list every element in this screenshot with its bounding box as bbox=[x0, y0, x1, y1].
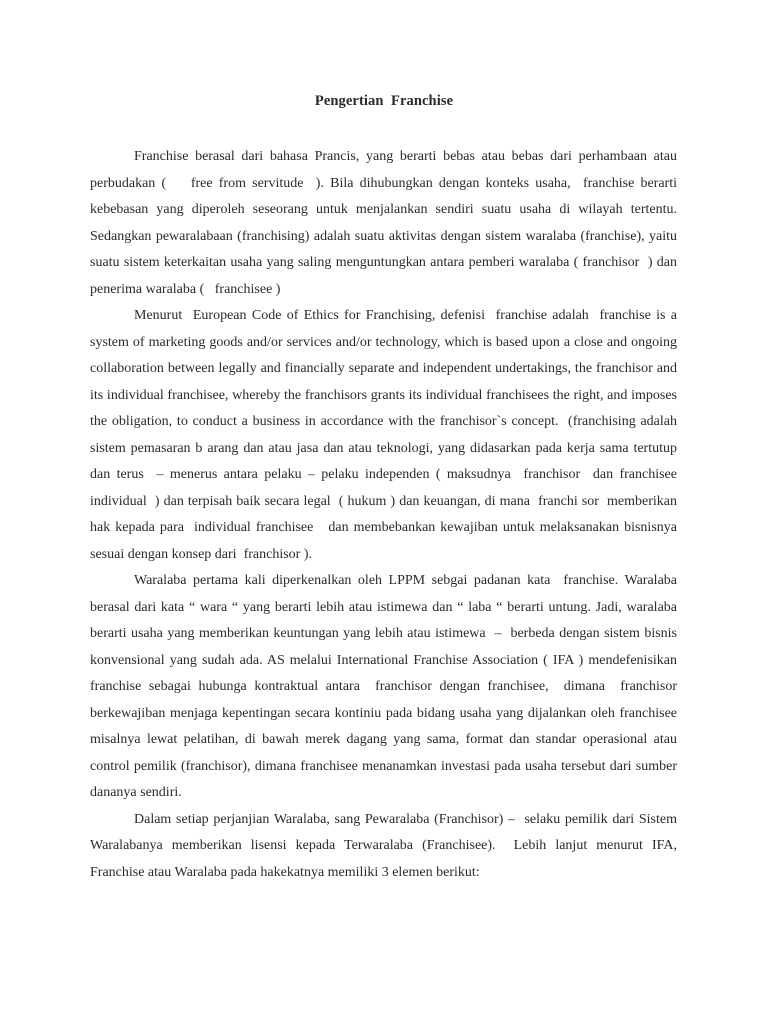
document-body bbox=[90, 144, 684, 886]
paragraph-waralaba-agreement: Dalam setiap perjanjian Waralaba, sang Pewaralaba (Franchisor) – selaku pemilik dari Sistem Waralabanya memberikan lisensi kepada Terwaralaba (Franchisee). Lebih lanjut menurut IFA, Franchise atau Waralaba pada hakekatnya memiliki 3 elemen berikut: bbox=[90, 811, 684, 880]
paragraph-waralaba-ifa-definition: Waralaba pertama kali diperkenalkan oleh LPPM sebgai padanan kata franchise. Waralaba berasal dari kata “ wara “ yang berarti lebih atau istimewa dan “ laba “ berarti untung. Jadi, waralaba berarti usaha yang memberikan keuntungan yang lebih atau istimewa – berbeda dengan sistem bisnis konvensional yang sudah ada. AS melalui International Franchise Association ( IFA ) mendefenisikan franchise sebagai hubunga kontraktual antara franchisor dengan franchisee, dimana franchisor berkewajiban menjaga kepentingan secara kontiniu pada bidang usaha yang dijalankan oleh franchisee misalnya lewat pelatihan, di bawah merek dagang yang sama, format dan standar operasional atau control pemilik (franchisor), dimana franchisee menanamkan investasi pada usaha tersebut dari sumber dananya sendiri. bbox=[90, 573, 684, 800]
paragraph-franchise-origin: Franchise berasal dari bahasa Prancis, yang berarti bebas atau bebas dari perhambaan atau perbudakan ( free from servitude ). Bila dihubungkan dengan konteks usaha, franchise berarti kebebasan yang diperoleh seseorang untuk menjalankan sendiri suatu usaha di wilayah tertentu. Sedangkan pewaralabaan (franchising) adalah suatu aktivitas dengan sistem waralaba (franchise), yaitu suatu sistem keterkaitan usaha yang saling menguntungkan antara pemberi waralaba ( franchisor ) dan penerima waralaba ( franchisee ) bbox=[90, 149, 684, 297]
paragraph-european-code-definition: Menurut European Code of Ethics for Franchising, defenisi franchise adalah franchise is a system of marketing goods and/or services and/or technology, which is based upon a close and ongoing collaboration between legally and financially separate and independent undertakings, the franchisor and its individual franchisee, whereby the franchisors grants its individual franchisees the right, and imposes the obligation, to conduct a business in accordance with the franchisor`s concept. (franchising adalah sistem pemasaran b arang dan atau jasa dan atau teknologi, yang didasarkan pada kerja sama tertutup dan terus – menerus antara pelaku – pelaku independen ( maksudnya franchisor dan franchisee individual ) dan terpisah baik secara legal ( hukum ) dan keuangan, di mana franchi sor memberikan hak kepada para individual franchisee dan membebankan kewajiban untuk melaksanakan bisnisnya sesuai dengan konsep dari franchisor ). bbox=[90, 308, 684, 562]
document-title: Pengertian Franchise bbox=[314, 93, 454, 109]
